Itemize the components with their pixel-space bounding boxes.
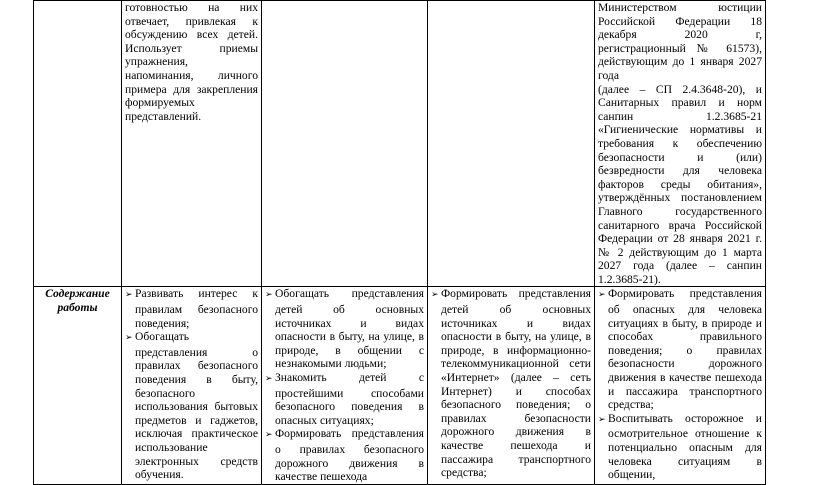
legal-reference-line: № 2 действующим до 1 марта	[598, 245, 762, 259]
bullet-item	[265, 287, 424, 371]
top-row-col3-cell	[428, 1, 595, 287]
bullet-text: Развивать интерес к правилам безопасного поведения;	[135, 287, 258, 330]
bullet-text: Формировать представления детей об основных источниках и видах опасности в быту, на улице, в природе, в информационно-телекоммуникационной сети «Интернет» (далее – сеть Интернет) и способах безопасного поведения; о правилах безопасности дорожного движения в качестве пешехода и пассажира транспортного средства;	[441, 287, 591, 480]
top-row-header-cell	[34, 1, 122, 287]
arrow-bullet-icon: ➢	[431, 290, 439, 301]
bullet-text: Формировать представления об опасных для человека ситуациях в быту, в природе и способах правильного поведения; о правилах безопасности дорожного движения в качестве пешехода и пассажира транспортного средства;	[608, 287, 762, 412]
legal-reference-line: Главного государственного	[598, 204, 762, 218]
legal-reference-line: факторов среды обитания»,	[598, 177, 762, 191]
legal-reference-line: требования к обеспечению	[598, 136, 762, 150]
legal-reference-line: 1.2.3685-21).	[598, 272, 661, 286]
bullet-item	[265, 427, 424, 483]
arrow-bullet-icon: ➢	[265, 374, 273, 385]
legal-reference-line: регистрационный № 61573),	[598, 41, 762, 55]
arrow-bullet-icon: ➢	[125, 333, 133, 344]
top-row-col4-cell	[595, 1, 766, 287]
bullet-text: Обогащать представления о правилах безопасного поведения в быту, безопасного использования бытовых предметов и гаджетов, исключая практическое использование электронных средств обучения.	[135, 330, 258, 482]
legal-reference-line: безопасности и (или)	[598, 150, 762, 164]
bullet-item	[598, 287, 762, 411]
content-col1-cell	[122, 287, 262, 484]
content-col3-cell	[428, 287, 595, 484]
bullet-text: Воспитывать осторожное и осмотрительное отношение к потенциально опасным для человека ситуациям в общении,	[608, 411, 762, 482]
legal-reference-line: Федерации от 28 января 2021 г.	[598, 232, 762, 246]
bullet-item	[265, 371, 424, 427]
bullet-item	[598, 412, 762, 482]
legal-reference-line: «Гигиенические нормативы и	[598, 123, 762, 137]
legal-reference-line: (далее – СП 2.4.3648-20), и	[598, 82, 762, 96]
legal-reference-line: утверждённых постановлением	[598, 191, 762, 205]
program-table	[33, 0, 766, 485]
top-row-col1-cell	[122, 1, 262, 287]
bullet-text: Обогащать представления детей об основных источниках и видах опасности в быту, на улице, в природе, в общении с незнакомыми людьми;	[275, 287, 424, 371]
legal-reference-line: года	[598, 68, 619, 82]
bullet-text: Формировать представления о правилах безопасного дорожного движения в качестве пешехода	[275, 427, 424, 484]
arrow-bullet-icon: ➢	[265, 430, 273, 441]
bullet-item	[125, 287, 258, 330]
legal-reference-line: Санитарных правил и норм	[598, 96, 762, 110]
content-row-header: Содержание работы	[34, 287, 122, 484]
legal-reference-line: санпин 1.2.3685-21	[598, 109, 762, 123]
legal-reference-line: Министерством юстиции	[598, 1, 762, 14]
legal-reference-line: 2027 года (далее – санпин	[598, 259, 762, 273]
legal-reference-line: безвредности для человека	[598, 164, 762, 178]
content-col2-cell	[262, 287, 428, 484]
arrow-bullet-icon: ➢	[125, 290, 133, 301]
legal-reference-line: санитарного врача Российской	[598, 218, 762, 232]
bullet-item	[125, 330, 258, 482]
top-row-col1-text: готовностью на них отвечает, привлекая к обсуждению всех детей. Использует приемы упражнения, напоминания, личного примера для закрепления формируемых представлений.	[125, 1, 258, 123]
bullet-text: Знакомить детей с простейшими способами безопасного поведения в опасных ситуациях;	[275, 371, 424, 427]
arrow-bullet-icon: ➢	[598, 414, 606, 425]
top-row-col2-cell	[262, 1, 428, 287]
table-row-content	[34, 287, 766, 484]
arrow-bullet-icon: ➢	[598, 290, 606, 301]
legal-reference-line: декабря 2020 г,	[598, 28, 762, 42]
bullet-item	[431, 287, 591, 479]
content-col4-cell	[595, 287, 766, 484]
table-row-top	[34, 1, 766, 287]
legal-reference-line: Российской Федерации 18	[598, 14, 762, 28]
arrow-bullet-icon: ➢	[265, 290, 273, 301]
legal-reference-line: действующим до 1 января 2027	[598, 55, 762, 69]
